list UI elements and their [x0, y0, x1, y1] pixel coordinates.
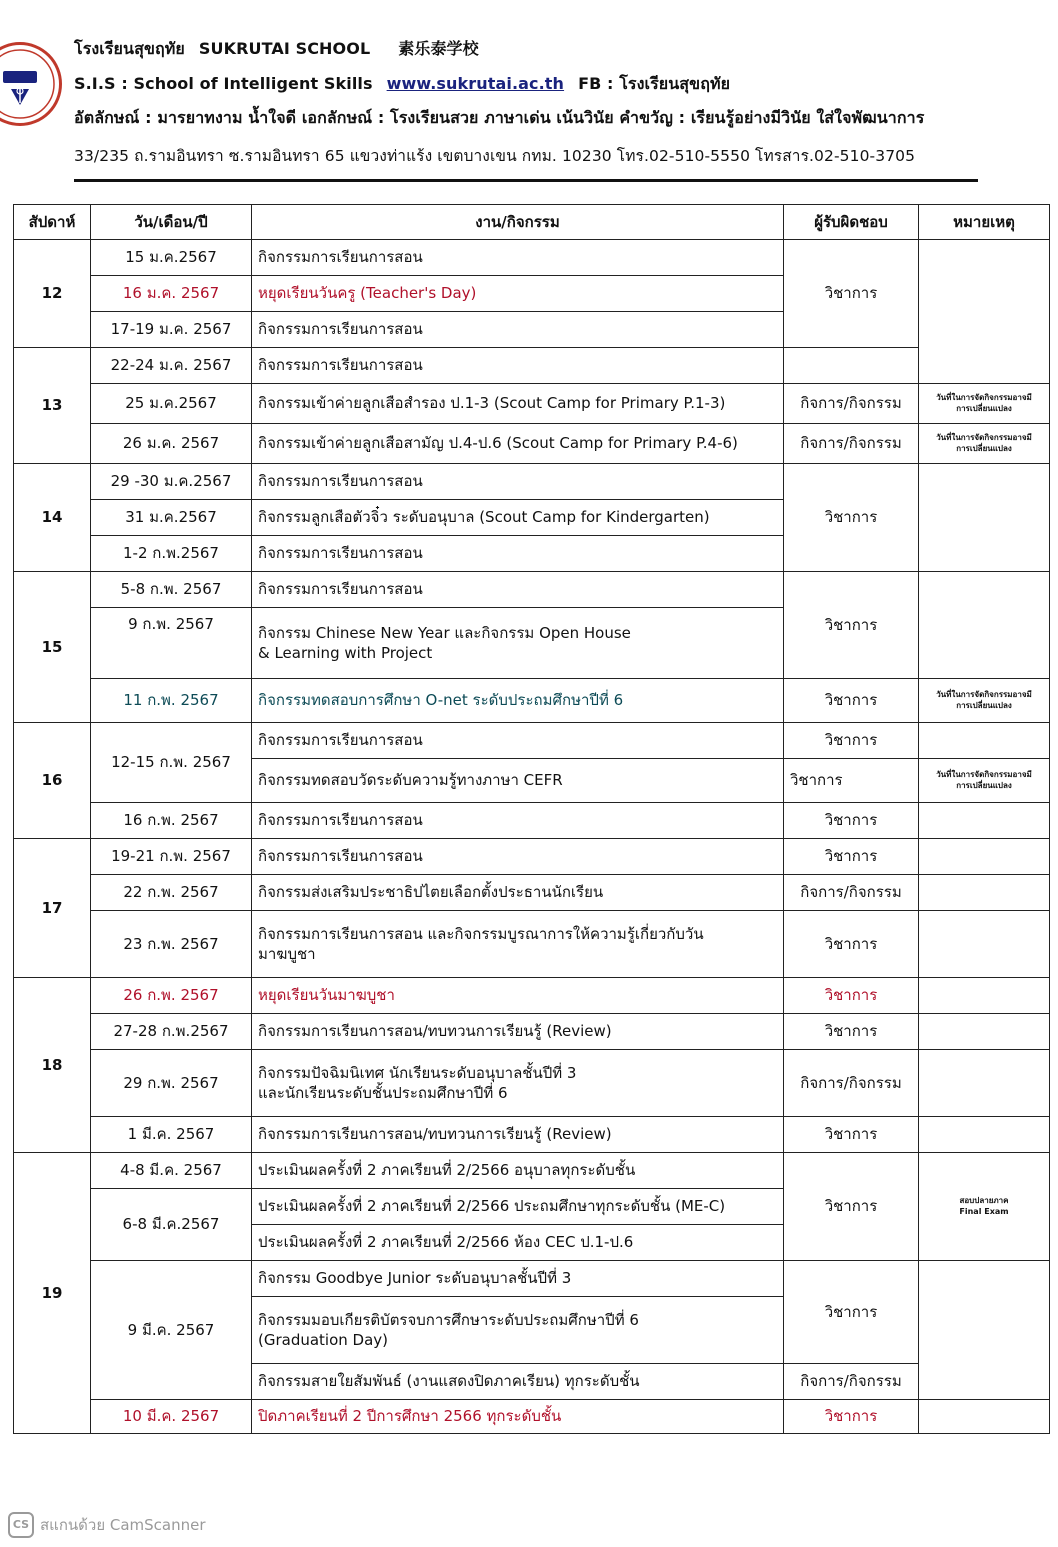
note-cell — [919, 424, 1050, 464]
responsible-cell: วิชาการ — [784, 911, 919, 978]
table-row — [14, 464, 1050, 500]
school-crest-icon — [0, 45, 59, 123]
note-cell — [919, 1261, 1050, 1400]
responsible-cell — [784, 348, 919, 384]
note-cell — [919, 839, 1050, 875]
table-row — [14, 240, 1050, 276]
note-line: สอบปลายภาค — [959, 1195, 1009, 1205]
table-row — [14, 1261, 1050, 1297]
activity-cell: กิจกรรมการเรียนการสอน — [252, 803, 784, 839]
schedule-table — [13, 204, 1050, 1434]
week-number: 16 — [14, 723, 91, 839]
date-cell: 19-21 ก.พ. 2567 — [91, 839, 252, 875]
note-cell — [919, 1050, 1050, 1117]
activity-cell: หยุดเรียนวันครู (Teacher's Day) — [252, 276, 784, 312]
activity-cell: กิจกรรมการเรียนการสอน — [252, 572, 784, 608]
responsible-cell: กิจการ/กิจกรรม — [784, 1050, 919, 1117]
date-cell: 6-8 มี.ค.2567 — [91, 1189, 252, 1261]
activity-cell: กิจกรรมการเรียนการสอน — [252, 348, 784, 384]
activity-cell: ปิดภาคเรียนที่ 2 ปีการศึกษา 2566 ทุกระดับชั้น — [252, 1400, 784, 1434]
activity-cell: ประเมินผลครั้งที่ 2 ภาคเรียนที่ 2/2566 ประถมศึกษาทุกระดับชั้น (ME-C) — [252, 1189, 784, 1225]
date-cell: 26 ก.พ. 2567 — [91, 978, 252, 1014]
date-cell: 26 ม.ค. 2567 — [91, 424, 252, 464]
activity-line: กิจกรรมการเรียนการสอน และกิจกรรมบูรณาการให้ความรู้เกี่ยวกับวัน — [258, 924, 704, 943]
responsible-cell: วิชาการ — [784, 1400, 919, 1434]
header-date: วัน/เดือน/ปี — [91, 205, 252, 240]
note-cell — [919, 759, 1050, 803]
responsible-cell: กิจการ/กิจกรรม — [784, 424, 919, 464]
note-cell — [919, 384, 1050, 424]
school-name-line — [74, 36, 479, 62]
table-header-row — [14, 205, 1050, 240]
table-row — [14, 1117, 1050, 1153]
date-cell: 9 มี.ค. 2567 — [91, 1261, 252, 1400]
sis-tagline: S.I.S : School of Intelligent Skills — [74, 74, 373, 93]
table-row — [14, 911, 1050, 978]
note-line: วันที่ในการจัดกิจกรรมอาจมี — [936, 432, 1032, 442]
week-number: 15 — [14, 572, 91, 723]
activity-cell: กิจกรรมการเรียนการสอน — [252, 464, 784, 500]
note-cell — [919, 1014, 1050, 1050]
scanner-watermark — [8, 1512, 206, 1538]
week-number: 12 — [14, 240, 91, 348]
note-line: Final Exam — [959, 1206, 1009, 1216]
week-number: 13 — [14, 348, 91, 464]
header-divider — [74, 179, 978, 182]
date-cell: 1-2 ก.พ.2567 — [91, 536, 252, 572]
note-line: การเปลี่ยนแปลง — [956, 443, 1012, 453]
note-cell — [919, 875, 1050, 911]
activity-cell — [252, 608, 784, 679]
school-name-thai: โรงเรียนสุขฤทัย — [74, 39, 185, 58]
activity-cell: หยุดเรียนวันมาฆบูชา — [252, 978, 784, 1014]
responsible-cell: กิจการ/กิจกรรม — [784, 1364, 919, 1400]
activity-cell: กิจกรรมการเรียนการสอน — [252, 536, 784, 572]
watermark-text: สแกนด้วย CamScanner — [40, 1516, 206, 1534]
note-cell — [919, 723, 1050, 759]
activity-line: กิจกรรม Chinese New Year และกิจกรรม Open House — [258, 623, 631, 642]
table-row — [14, 839, 1050, 875]
table-row — [14, 348, 1050, 384]
responsible-cell: วิชาการ — [784, 978, 919, 1014]
table-row — [14, 1400, 1050, 1434]
week-number: 19 — [14, 1153, 91, 1434]
note-cell — [919, 464, 1050, 572]
date-cell: 23 ก.พ. 2567 — [91, 911, 252, 978]
week-number: 17 — [14, 839, 91, 978]
note-cell — [919, 1153, 1050, 1261]
responsible-cell: วิชาการ — [784, 759, 919, 803]
activity-cell — [252, 1050, 784, 1117]
table-row — [14, 679, 1050, 723]
date-cell: 29 -30 ม.ค.2567 — [91, 464, 252, 500]
responsible-cell: วิชาการ — [784, 572, 919, 679]
date-cell: 17-19 ม.ค. 2567 — [91, 312, 252, 348]
note-line: วันที่ในการจัดกิจกรรมอาจมี — [936, 769, 1032, 779]
date-cell: 16 ก.พ. 2567 — [91, 803, 252, 839]
activity-cell: กิจกรรมการเรียนการสอน — [252, 839, 784, 875]
date-cell: 15 ม.ค.2567 — [91, 240, 252, 276]
date-cell: 22-24 ม.ค. 2567 — [91, 348, 252, 384]
activity-cell: กิจกรรมการเรียนการสอน/ทบทวนการเรียนรู้ (Review) — [252, 1014, 784, 1050]
date-cell: 11 ก.พ. 2567 — [91, 679, 252, 723]
responsible-cell: วิชาการ — [784, 1261, 919, 1364]
activity-cell: กิจกรรมทดสอบการศึกษา O-net ระดับประถมศึกษาปีที่ 6 — [252, 679, 784, 723]
date-cell: 25 ม.ค.2567 — [91, 384, 252, 424]
activity-line: (Graduation Day) — [258, 1331, 389, 1349]
note-cell — [919, 978, 1050, 1014]
responsible-cell: วิชาการ — [784, 723, 919, 759]
website-link[interactable]: www.sukrutai.ac.th — [386, 74, 565, 93]
activity-cell: กิจกรรมการเรียนการสอน — [252, 240, 784, 276]
activity-cell: กิจกรรมเข้าค่ายลูกเสือสำรอง ป.1-3 (Scout Camp for Primary P.1-3) — [252, 384, 784, 424]
note-cell — [919, 572, 1050, 679]
activity-line: กิจกรรมมอบเกียรติบัตรจบการศึกษาระดับประถมศึกษาปีที่ 6 — [258, 1310, 639, 1329]
activity-cell: ประเมินผลครั้งที่ 2 ภาคเรียนที่ 2/2566 อนุบาลทุกระดับชั้น — [252, 1153, 784, 1189]
activity-cell: กิจกรรม Goodbye Junior ระดับอนุบาลชั้นปีที่ 3 — [252, 1261, 784, 1297]
date-cell: 4-8 มี.ค. 2567 — [91, 1153, 252, 1189]
week-number: 14 — [14, 464, 91, 572]
table-row — [14, 978, 1050, 1014]
activity-line: & Learning with Project — [258, 644, 433, 662]
school-logo — [0, 42, 62, 126]
note-cell — [919, 679, 1050, 723]
activity-cell: กิจกรรมส่งเสริมประชาธิปไตยเลือกตั้งประธานนักเรียน — [252, 875, 784, 911]
table-row — [14, 424, 1050, 464]
table-row — [14, 1050, 1050, 1117]
activity-cell: กิจกรรมเข้าค่ายลูกเสือสามัญ ป.4-ป.6 (Scout Camp for Primary P.4-6) — [252, 424, 784, 464]
responsible-cell: วิชาการ — [784, 1117, 919, 1153]
activity-cell: กิจกรรมการเรียนการสอน — [252, 723, 784, 759]
address-line: 33/235 ถ.รามอินทรา ซ.รามอินทรา 65 แขวงท่าแร้ง เขตบางเขน กทม. 10230 โทร.02-510-5550 โทรสาร.02-510-3705 — [74, 147, 916, 165]
facebook-label: FB : โรงเรียนสุขฤทัย — [578, 74, 731, 93]
note-line: การเปลี่ยนแปลง — [956, 780, 1012, 790]
note-cell — [919, 803, 1050, 839]
note-line: การเปลี่ยนแปลง — [956, 403, 1012, 413]
date-cell: 10 มี.ค. 2567 — [91, 1400, 252, 1434]
responsible-cell: กิจการ/กิจกรรม — [784, 384, 919, 424]
activity-cell: กิจกรรมการเรียนการสอน/ทบทวนการเรียนรู้ (Review) — [252, 1117, 784, 1153]
activity-cell: กิจกรรมทดสอบวัดระดับความรู้ทางภาษา CEFR — [252, 759, 784, 803]
date-cell: 12-15 ก.พ. 2567 — [91, 723, 252, 803]
date-cell: 1 มี.ค. 2567 — [91, 1117, 252, 1153]
activity-line: กิจกรรมปัจฉิมนิเทศ นักเรียนระดับอนุบาลชั้นปีที่ 3 — [258, 1063, 577, 1082]
header-note: หมายเหตุ — [919, 205, 1050, 240]
activity-cell: ประเมินผลครั้งที่ 2 ภาคเรียนที่ 2/2566 ห้อง CEC ป.1-ป.6 — [252, 1225, 784, 1261]
table-row — [14, 803, 1050, 839]
school-name-chinese: 素乐泰学校 — [398, 39, 479, 58]
note-cell — [919, 911, 1050, 978]
table-row — [14, 1014, 1050, 1050]
camscanner-icon: CS — [8, 1512, 34, 1538]
note-cell — [919, 240, 1050, 384]
letterhead — [0, 0, 1058, 190]
date-cell: 31 ม.ค.2567 — [91, 500, 252, 536]
responsible-cell: วิชาการ — [784, 1014, 919, 1050]
activity-cell — [252, 911, 784, 978]
table-row — [14, 384, 1050, 424]
note-line: วันที่ในการจัดกิจกรรมอาจมี — [936, 392, 1032, 402]
date-cell: 9 ก.พ. 2567 — [91, 608, 252, 679]
table-row — [14, 875, 1050, 911]
note-cell — [919, 1400, 1050, 1434]
responsible-cell: วิชาการ — [784, 839, 919, 875]
header-week: สัปดาห์ — [14, 205, 91, 240]
note-line: วันที่ในการจัดกิจกรรมอาจมี — [936, 689, 1032, 699]
activity-cell: กิจกรรมลูกเสือตัวจิ๋ว ระดับอนุบาล (Scout Camp for Kindergarten) — [252, 500, 784, 536]
note-cell — [919, 1117, 1050, 1153]
responsible-cell: วิชาการ — [784, 679, 919, 723]
responsible-cell: วิชาการ — [784, 803, 919, 839]
header-activity: งาน/กิจกรรม — [252, 205, 784, 240]
responsible-cell: วิชาการ — [784, 1153, 919, 1261]
school-name-english: SUKRUTAI SCHOOL — [198, 39, 371, 58]
activity-cell — [252, 1297, 784, 1364]
date-cell: 29 ก.พ. 2567 — [91, 1050, 252, 1117]
week-number: 18 — [14, 978, 91, 1153]
header-responsible: ผู้รับผิดชอบ — [784, 205, 919, 240]
responsible-cell: วิชาการ — [784, 464, 919, 572]
table-row — [14, 723, 1050, 759]
activity-line: มาฆบูชา — [258, 945, 316, 963]
activity-cell: กิจกรรมการเรียนการสอน — [252, 312, 784, 348]
date-cell: 5-8 ก.พ. 2567 — [91, 572, 252, 608]
table-row — [14, 572, 1050, 608]
activity-cell: กิจกรรมสายใยสัมพันธ์ (งานแสดงปิดภาคเรียน) ทุกระดับชั้น — [252, 1364, 784, 1400]
identity-line: อัตลักษณ์ : มารยาทงาม น้ำใจดี เอกลักษณ์ : โรงเรียนสวย ภาษาเด่น เน้นวินัย คำขวัญ : เรียนรู้อย่างมีวินัย ใส่ใจพัฒนาการ — [74, 108, 925, 127]
responsible-cell: วิชาการ — [784, 240, 919, 348]
table-row — [14, 1153, 1050, 1189]
date-cell: 27-28 ก.พ.2567 — [91, 1014, 252, 1050]
contact-line — [74, 72, 730, 97]
date-cell: 22 ก.พ. 2567 — [91, 875, 252, 911]
date-cell: 16 ม.ค. 2567 — [91, 276, 252, 312]
responsible-cell: กิจการ/กิจกรรม — [784, 875, 919, 911]
activity-line: และนักเรียนระดับชั้นประถมศึกษาปีที่ 6 — [258, 1084, 508, 1102]
note-line: การเปลี่ยนแปลง — [956, 700, 1012, 710]
